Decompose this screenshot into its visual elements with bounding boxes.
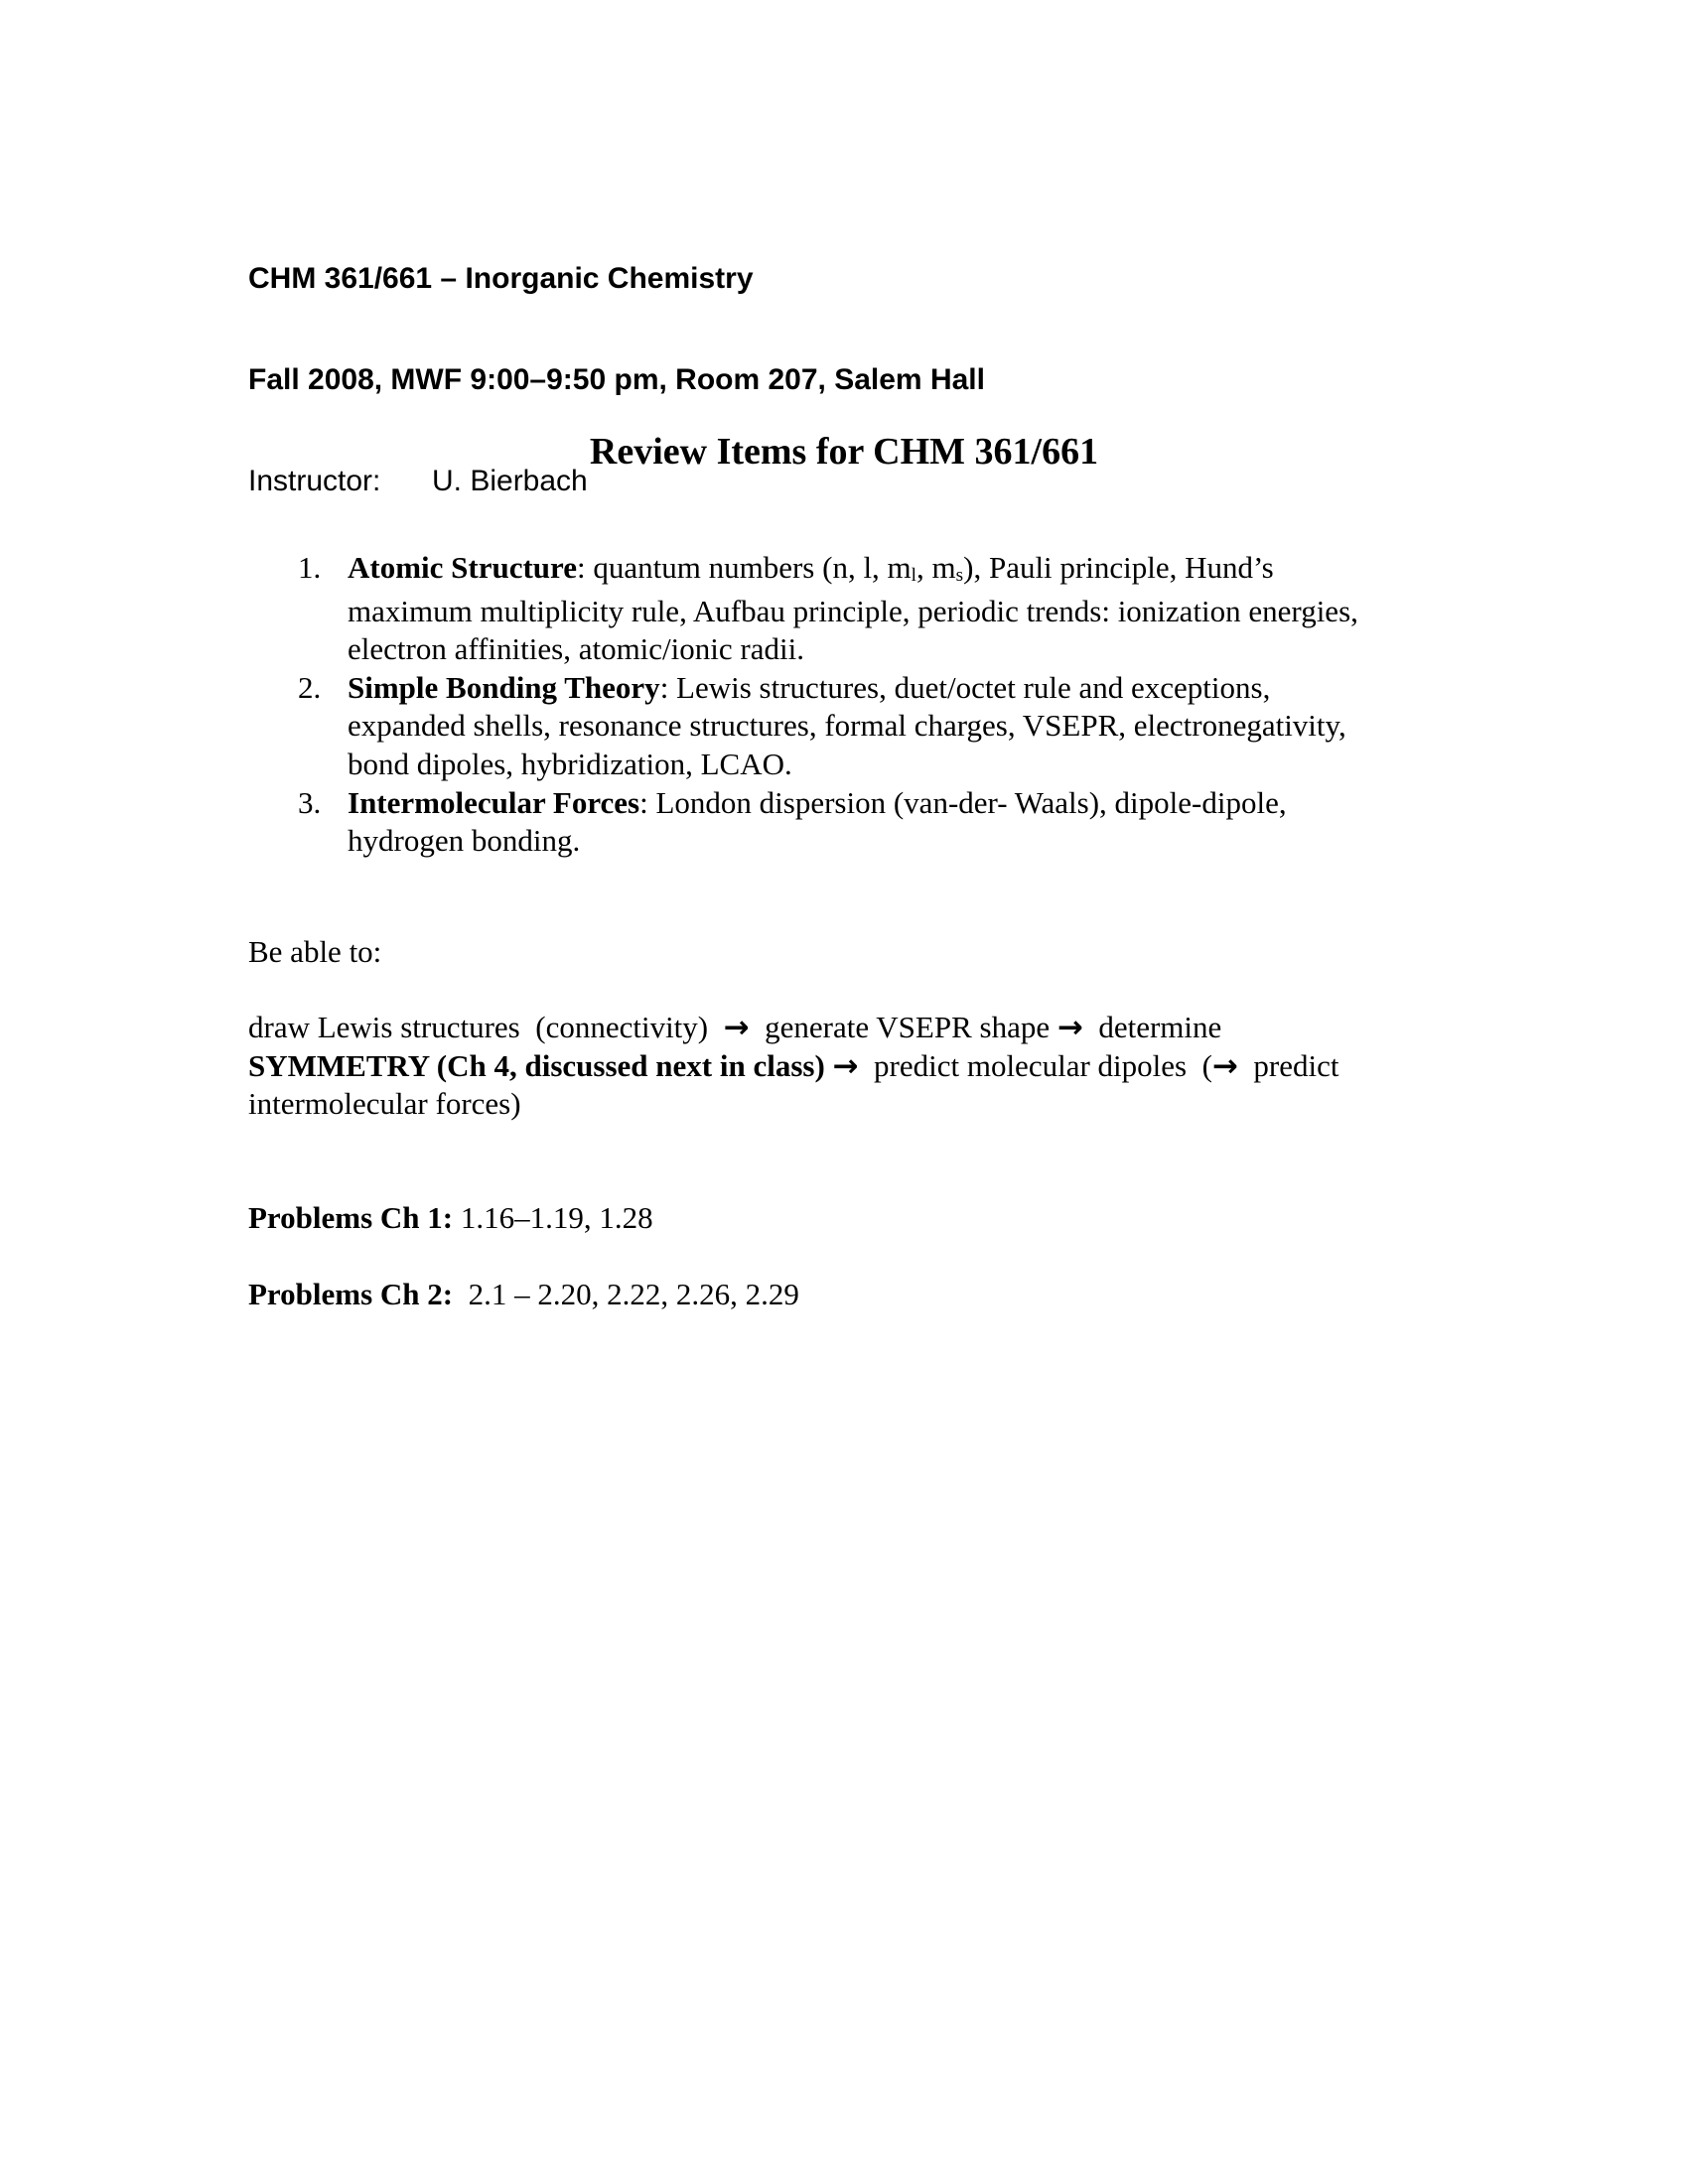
page-title: Review Items for CHM 361/661 <box>589 431 1099 473</box>
text-segment: hydrogen bonding. <box>348 823 581 859</box>
course-schedule-line: Fall 2008, MWF 9:00–9:50 pm, Room 207, Salem Hall <box>248 363 985 396</box>
workflow-paragraph <box>248 1009 1499 1124</box>
text-segment: maximum multiplicity rule, Aufbau principle, periodic trends: ionization energies, <box>348 593 1358 628</box>
text-segment: predict <box>1237 1047 1339 1083</box>
text-segment: : London dispersion (van-der- Waals), dipole-dipole, <box>639 784 1287 820</box>
text-segment: Simple Bonding Theory <box>348 669 660 705</box>
text-segment: electron affinities, atomic/ionic radii. <box>348 631 804 667</box>
text-segment: intermolecular forces) <box>248 1086 521 1122</box>
list-item-text <box>348 784 1499 861</box>
text-segment: : quantum numbers (n, l, m <box>577 550 912 585</box>
problems-ch2-line <box>248 1276 799 1314</box>
right-arrow-glyph: → <box>832 1047 859 1084</box>
text-segment: determine <box>1082 1010 1222 1044</box>
text-segment: predict molecular dipoles ( <box>858 1047 1212 1083</box>
subscript-text: l <box>911 565 917 587</box>
right-arrow-glyph: → <box>1211 1047 1238 1084</box>
text-segment: generate VSEPR shape <box>749 1010 1057 1044</box>
text-segment: draw Lewis structures (connectivity) <box>248 1010 724 1044</box>
text-segment: Atomic Structure <box>348 550 578 585</box>
list-item <box>298 784 1499 861</box>
instructor-label: Instructor: <box>248 465 381 497</box>
list-item <box>298 669 1499 784</box>
text-segment: 1.16–1.19, 1.28 <box>453 1200 653 1235</box>
be-able-to-text: Be able to: <box>248 934 382 969</box>
text-segment: , m <box>916 550 956 585</box>
right-arrow-glyph: → <box>1056 1010 1083 1045</box>
list-item-text <box>348 669 1499 784</box>
subscript-text: s <box>955 565 964 587</box>
list-item-number: 1. <box>298 550 322 585</box>
text-segment: SYMMETRY (Ch 4, discussed next in class) <box>248 1047 833 1083</box>
text-segment: ), Pauli principle, Hund’s <box>963 550 1274 585</box>
text-segment: Problems Ch 2: <box>248 1277 454 1311</box>
right-arrow-glyph: → <box>723 1010 750 1045</box>
text-segment: Intermolecular Forces <box>348 784 640 820</box>
list-item-number: 2. <box>298 669 322 705</box>
text-segment: expanded shells, resonance structures, formal charges, VSEPR, electronegativity, <box>348 708 1346 744</box>
list-item <box>298 549 1499 669</box>
course-code-line: CHM 361/661 – Inorganic Chemistry <box>248 262 754 295</box>
text-segment: Problems Ch 1: <box>248 1200 454 1235</box>
problems-ch1-line <box>248 1199 653 1238</box>
text-segment: bond dipoles, hybridization, LCAO. <box>348 746 792 781</box>
text-segment: 2.1 – 2.20, 2.22, 2.26, 2.29 <box>453 1277 799 1311</box>
list-item-text <box>348 549 1499 669</box>
text-segment: : Lewis structures, duet/octet rule and exceptions, <box>659 669 1271 705</box>
course-header <box>248 195 985 566</box>
instructor-name: U. Bierbach <box>432 465 588 497</box>
list-item-number: 3. <box>298 784 322 820</box>
review-items-list <box>298 549 1499 861</box>
